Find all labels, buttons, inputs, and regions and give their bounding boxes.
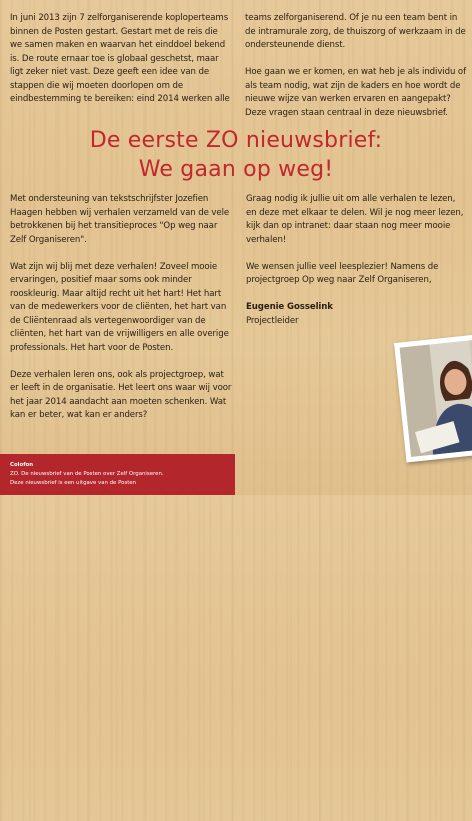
intro-paragraph: teams zelforganiserend. Of je nu een team bent in de intramurale zorg, de thuiszorg of werkzaam in de ondersteunende dienst. (245, 13, 466, 50)
intro-paragraph: Hoe gaan we er komen, en wat heb je als individu of als team nodig, wat zijn de kaders en hoe wordt de nieuwe wijze van werken ervaren en aangepakt? Deze vragen staan centraal in deze nieuwsbrief. (245, 67, 467, 118)
photo-area (330, 323, 472, 495)
body-column-left (10, 193, 234, 423)
newsletter-headline (0, 126, 472, 184)
body-paragraph: Deze verhalen leren ons, ook als projectgroep, wat er leeft in de organisatie. Het leert ons waar wij voor het jaar 2014 aandacht aan moeten schenken. Wat kan er beter, wat kan er anders? (10, 369, 232, 420)
body-paragraph: Wat zijn wij blij met deze verhalen! Zoveel mooie ervaringen, positief maar soms ook minder rooskleurig. Maar altijd recht uit het hart! Het hart van de medewerkers voor de cliënten, het hart van de Cliëntenraad als vertegenwoordiger van de cliënten, het hart van de vrijwilligers en alle overige professionals. Het hart voor de Posten. (10, 261, 229, 353)
colofon-line: ZO. De nieuwsbrief van de Posten over Zelf Organiseren. (10, 471, 164, 477)
signature-name: Eugenie Gosselink (246, 302, 333, 312)
intro-column-left (10, 12, 232, 107)
body-paragraph: Graag nodig ik jullie uit om alle verhalen te lezen, en deze met elkaar te delen. Wil je nog meer lezen, kijk dan op intranet: daar staan nog meer mooie verhalen! (246, 194, 464, 245)
portrait-photo-image (400, 337, 472, 457)
colofon-box (0, 454, 235, 495)
colofon-title: Colofon (10, 462, 34, 468)
intro-paragraph: In juni 2013 zijn 7 zelforganiserende koploperteams binnen de Posten gestart. Gestart met de reis die we samen maken en waarvan het einddoel bekend is. De route ernaar toe is globaal geschetst, maar ligt zeker niet vast. Deze geeft een idee van de stappen die wij moeten doorlopen om de eindbestemming te bereiken: eind 2014 werken alle (10, 13, 230, 104)
body-column-right (246, 193, 464, 328)
body-paragraph: We wensen jullie veel leesplezier! Namens de projectgroep Op weg naar Zelf Organiseren, (246, 261, 439, 285)
colofon-line: Deze nieuwsbrief is een uitgave van de Posten (10, 480, 137, 486)
signature-role: Projectleider (246, 315, 299, 326)
headline-line-2: We gaan op weg! (138, 157, 334, 182)
body-paragraph: Met ondersteuning van tekstschrijfster Jozefien Haagen hebben wij verhalen verzameld van de vele betrokkenen bij het transitieproces "Op weg naar Zelf Organiseren". (10, 194, 230, 245)
portrait-photo-icon (394, 331, 472, 462)
headline-line-1: De eerste ZO nieuwsbrief: (89, 128, 383, 153)
intro-column-right (245, 12, 467, 120)
